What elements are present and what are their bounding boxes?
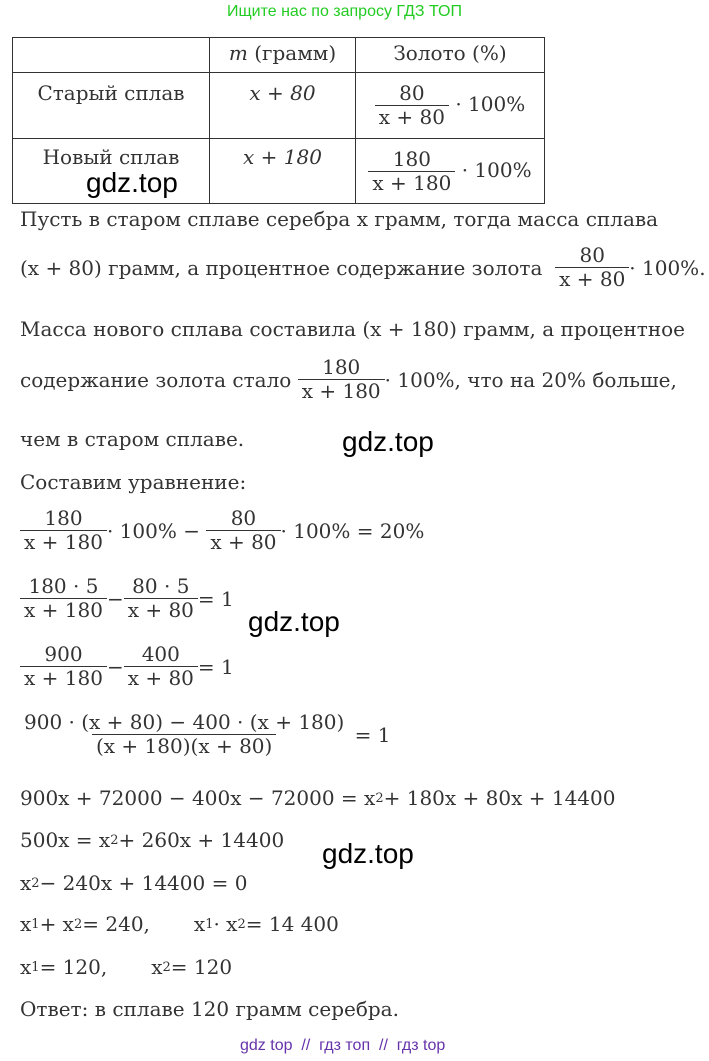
footer-links[interactable]: gdz top // гдз топ // гдз top [240,1037,446,1054]
equation: $\frac{180 \cdot 5}{x + 180}$ − $\frac{80 \cdot 5}{x + 80}$ = 1 [20,575,234,622]
equation: $\frac{900 \cdot (x + 80) - 400 \cdot (x + 180)}{(x + 180)(x + 80)}$ = 1 [24,710,391,758]
watermark: gdz.top [86,167,178,198]
table-row-gold: $\frac{80}{x + 80}$ · 100% [356,73,545,139]
text-line: Масса нового сплава составила (x + 180) грамм, а процентное [20,317,686,341]
equation: 900x + 72000 − 400x − 72000 = x 2 + 180x + 80x + 14400 [20,786,616,810]
text-line: Пусть в старом сплаве серебра x грамм, тогда масса сплава [20,207,659,231]
equation: x 1 = 120, x 2 = 120 [20,955,233,979]
text-line: содержание золота стало $\frac{180}{x + 180}$ · 100%, что на 20% больше, [20,355,677,403]
answer-line: Ответ: в сплаве 120 грамм серебра. [20,997,399,1021]
table-header-mass: m (грамм) [210,38,356,73]
text-line: (x + 80) грамм, а процентное содержание золота $\frac{80}{x + 80}$ · 100%. [20,243,706,291]
text-line: чем в старом сплаве. [20,427,245,451]
table-row-mass: x + 80 [210,73,356,139]
equation: $\frac{180}{x + 180}$ · 100% − $\frac{80}{x + 80}$ · 100% = 20% [20,507,424,554]
table-row-mass: x + 180 [210,139,356,204]
watermark: gdz.top [248,606,340,637]
equation: 500x = x 2 + 260x + 14400 [20,828,285,852]
equation: $\frac{900}{x + 180}$ − $\frac{400}{x + 80}$ = 1 [20,643,234,690]
table-row-label: Новый сплав [13,139,210,204]
table-header-empty [13,38,210,73]
text-line: Составим уравнение: [20,470,247,494]
table-row-label: Старый сплав [13,73,210,139]
table-row-gold: $\frac{180}{x + 180}$ · 100% [356,139,545,204]
equation: x 2 − 240x + 14400 = 0 [20,871,248,895]
search-banner: Ищите нас по запросу ГДЗ ТОП [227,3,462,20]
watermark: gdz.top [322,838,414,869]
watermark: gdz.top [342,426,434,457]
equation: x 1 + x 2 = 240, x 1 · x 2 = 14 400 [20,912,339,936]
table-header-gold: Золото (%) [356,38,545,73]
